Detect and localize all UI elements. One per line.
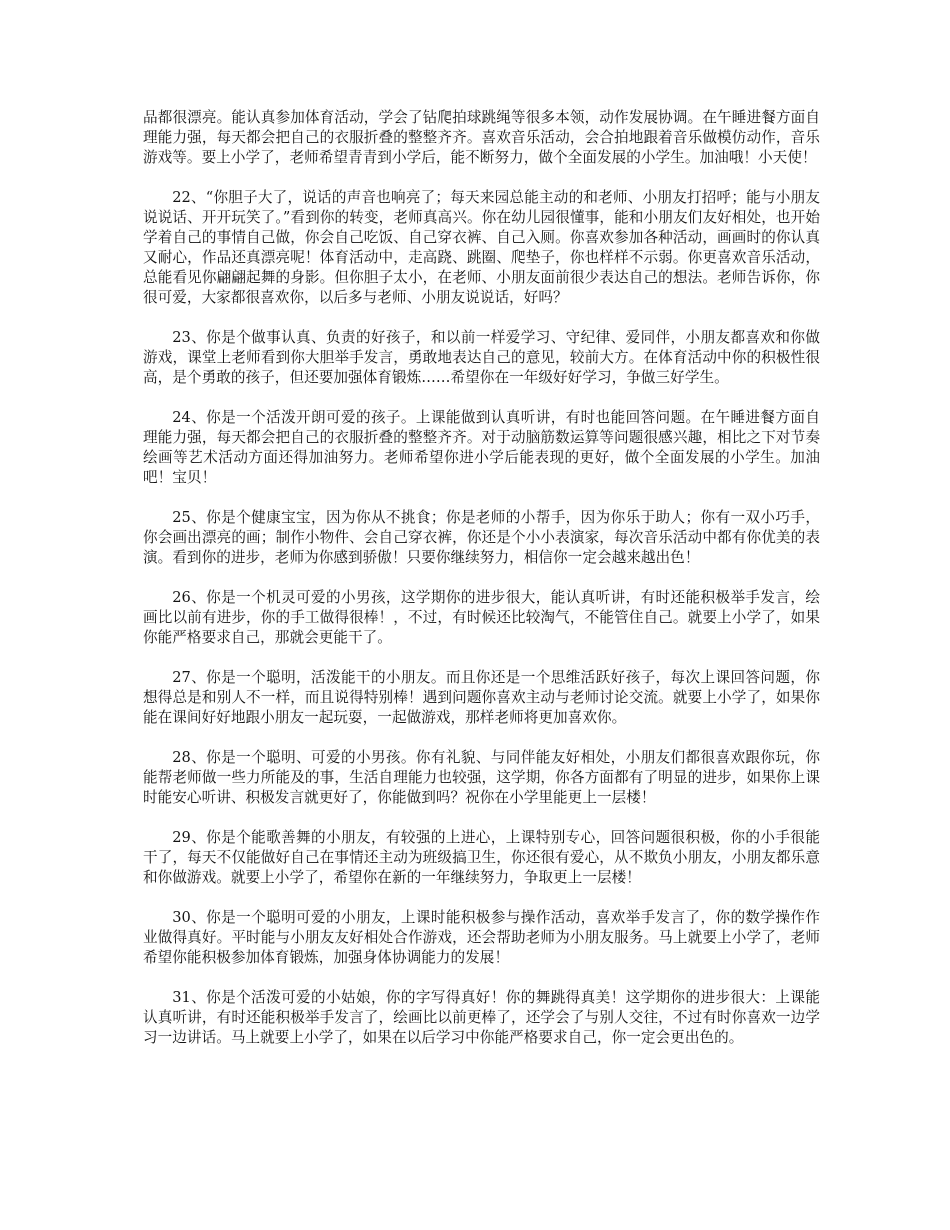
paragraph-24: 24、你是一个活泼开朗可爱的孩子。上课能做到认真听讲，有时也能回答问题。在午睡进餐方面自理能力强，每天都会把自己的衣服折叠的整整齐齐。对于动脑筋数运算等问题很感兴趣，相比之下对节奏绘画等艺术活动方面还得加油努力。老师希望你进小学后能表现的更好，做个全面发展的小学生。加油吧！宝贝！ [143, 409, 820, 486]
paragraph-continuation: 品都很漂亮。能认真参加体育活动，学会了钻爬拍球跳绳等很多本领，动作发展协调。在午睡进餐方面自理能力强，每天都会把自己的衣服折叠的整整齐齐。喜欢音乐活动，会合拍地跟着音乐做模仿动作，音乐游戏等。要上小学了，老师希望青青到小学后，能不断努力，做个全面发展的小学生。加油哦！小天使！ [143, 109, 820, 166]
paragraph-25: 25、你是个健康宝宝，因为你从不挑食；你是老师的小帮手，因为你乐于助人；你有一双小巧手，你会画出漂亮的画；制作小物件、会自己穿衣裤，你还是个小小表演家，每次音乐活动中都有你优美的表演。看到你的进步，老师为你感到骄傲！只要你继续努力，相信你一定会越来越出色！ [143, 509, 820, 566]
paragraph-30: 30、你是一个聪明可爱的小朋友，上课时能积极参与操作活动，喜欢举手发言了，你的数学操作作业做得真好。平时能与小朋友友好相处合作游戏，还会帮助老师为小朋友服务。马上就要上小学了，老师希望你能积极参加体育锻炼，加强身体协调能力的发展！ [143, 909, 820, 966]
paragraph-27: 27、你是一个聪明，活泼能干的小朋友。而且你还是一个思维活跃好孩子，每次上课回答问题，你想得总是和别人不一样，而且说得特别棒！遇到问题你喜欢主动与老师讨论交流。就要上小学了，如果你能在课间好好地跟小朋友一起玩耍，一起做游戏，那样老师将更加喜欢你。 [143, 669, 820, 726]
paragraph-29: 29、你是个能歌善舞的小朋友，有较强的上进心，上课特别专心，回答问题很积极，你的小手很能干了，每天不仅能做好自己在事情还主动为班级搞卫生，你还很有爱心，从不欺负小朋友，小朋友都乐意和你做游戏。就要上小学了，希望你在新的一年继续努力，争取更上一层楼！ [143, 829, 820, 886]
paragraph-31: 31、你是个活泼可爱的小姑娘，你的字写得真好！你的舞跳得真美！这学期你的进步很大：上课能认真听讲，有时还能积极举手发言了，绘画比以前更棒了，还学会了与别人交往，不过有时你喜欢一边学习一边讲话。马上就要上小学了，如果在以后学习中你能严格要求自己，你一定会更出色的。 [143, 989, 820, 1046]
paragraph-22: 22、“你胆子大了，说话的声音也响亮了；每天来园总能主动的和老师、小朋友打招呼；能与小朋友说说话、开开玩笑了。”看到你的转变，老师真高兴。你在幼儿园很懂事，能和小朋友们友好相处，也开始学着自己的事情自己做，你会自己吃饭、自己穿衣裤、自己入厕。你喜欢参加各种活动，画画时的你认真又耐心，作品还真漂亮呢！体育活动中，走高跷、跳圈、爬垫子，你也样样不示弱。你更喜欢音乐活动，总能看见你翩翩起舞的身影。但你胆子太小，在老师、小朋友面前很少表达自己的想法。老师告诉你，你很可爱，大家都很喜欢你，以后多与老师、小朋友说说话，好吗？ [143, 189, 820, 306]
paragraph-26: 26、你是一个机灵可爱的小男孩，这学期你的进步很大，能认真听讲，有时还能积极举手发言，绘画比以前有进步，你的手工做得很棒！，不过，有时候还比较淘气，不能管住自己。就要上小学了，如果你能严格要求自己，那就会更能干了。 [143, 589, 820, 646]
document-body [143, 108, 820, 1068]
paragraph-23: 23、你是个做事认真、负责的好孩子，和以前一样爱学习、守纪律、爱同伴，小朋友都喜欢和你做游戏，课堂上老师看到你大胆举手发言，勇敢地表达自己的意见，较前大方。在体育活动中你的积极性很高，是个勇敢的孩子，但还要加强体育锻炼……希望你在一年级好好学习，争做三好学生。 [143, 329, 820, 386]
paragraph-28: 28、你是一个聪明、可爱的小男孩。你有礼貌、与同伴能友好相处，小朋友们都很喜欢跟你玩，你能帮老师做一些力所能及的事，生活自理能力也较强，这学期，你各方面都有了明显的进步，如果你上课时能安心听讲、积极发言就更好了，你能做到吗？祝你在小学里能更上一层楼！ [143, 749, 820, 806]
